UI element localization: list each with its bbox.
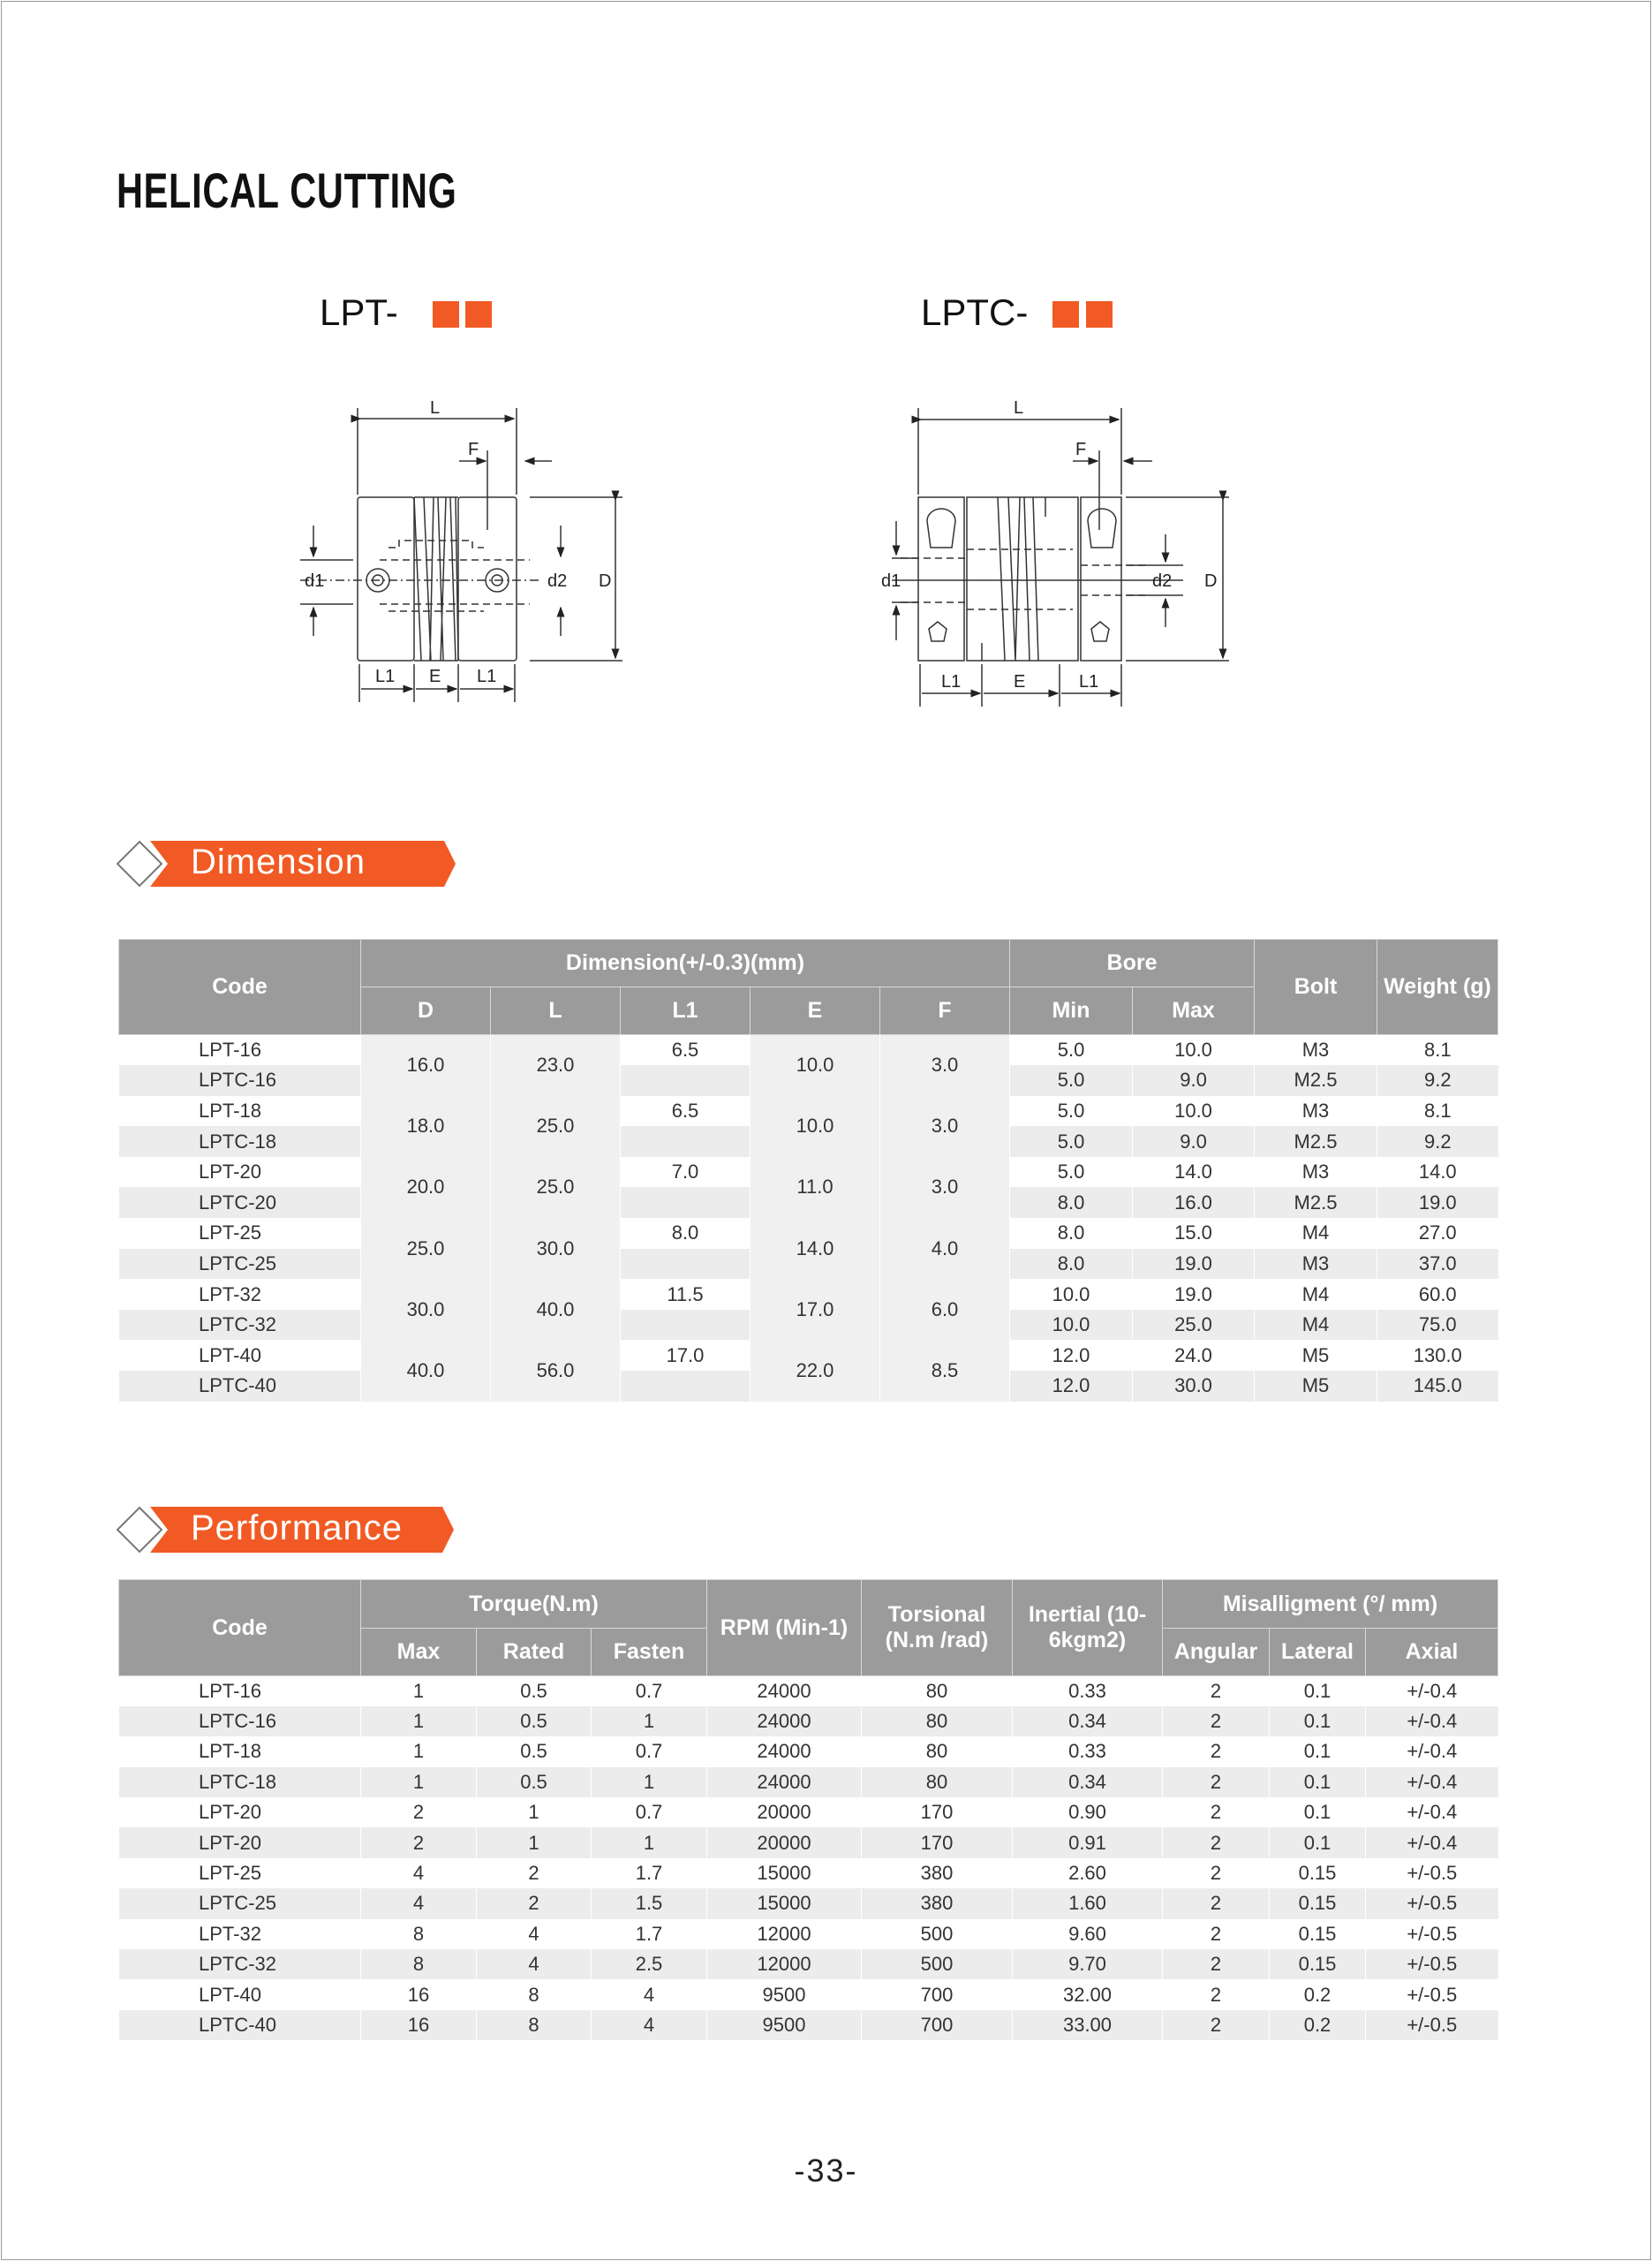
cell-bolt: M2.5 xyxy=(1255,1065,1377,1096)
table-row xyxy=(119,1888,1498,1918)
cell-lateral: 0.1 xyxy=(1270,1676,1366,1706)
cell-weight: 8.1 xyxy=(1377,1096,1498,1127)
diagram-label: F xyxy=(468,440,479,459)
cell-rpm: 12000 xyxy=(707,1949,862,1979)
col-header-max: Max xyxy=(361,1629,477,1676)
table-row xyxy=(119,1676,1498,1706)
coupling-diagrams xyxy=(0,0,1652,795)
col-header-bore: Bore xyxy=(1010,940,1255,987)
cell-code: LPT-16 xyxy=(119,1035,361,1066)
cell-code: LPT-18 xyxy=(119,1096,361,1127)
cell-f: 3.0 xyxy=(880,1096,1010,1157)
cell-torque-max: 2 xyxy=(361,1797,477,1827)
diagram-label: d2 xyxy=(547,571,568,591)
diagram-label: L1 xyxy=(477,667,497,686)
cell-bore-max: 9.0 xyxy=(1133,1065,1255,1096)
col-header-code: Code xyxy=(119,940,361,1035)
cell-angular: 2 xyxy=(1163,1797,1270,1827)
cell-axial: +/-0.4 xyxy=(1366,1767,1498,1797)
cell-bore-max: 10.0 xyxy=(1133,1096,1255,1127)
col-header-fasten: Fasten xyxy=(592,1629,707,1676)
cell-axial: +/-0.5 xyxy=(1366,1949,1498,1979)
cell-l1: 17.0 xyxy=(621,1340,751,1371)
cell-l1-empty xyxy=(621,1371,751,1402)
table-row xyxy=(119,1279,1498,1310)
cell-l: 25.0 xyxy=(491,1157,621,1218)
cell-inertial: 32.00 xyxy=(1013,1979,1163,2009)
cell-torque-fasten: 0.7 xyxy=(592,1736,707,1766)
cell-inertial: 0.33 xyxy=(1013,1736,1163,1766)
col-header-d: D xyxy=(361,987,491,1035)
cell-rpm: 24000 xyxy=(707,1706,862,1736)
cell-torque-fasten: 1.7 xyxy=(592,1919,707,1949)
cell-bore-max: 24.0 xyxy=(1133,1340,1255,1371)
cell-axial: +/-0.4 xyxy=(1366,1736,1498,1766)
cell-bore-max: 9.0 xyxy=(1133,1126,1255,1157)
col-header-inertial: Inertial (10-6kgm2) xyxy=(1013,1580,1163,1676)
cell-code: LPTC-32 xyxy=(119,1310,361,1341)
cell-rpm: 12000 xyxy=(707,1919,862,1949)
cell-code: LPTC-40 xyxy=(119,2010,361,2040)
cell-lateral: 0.1 xyxy=(1270,1706,1366,1736)
table-row xyxy=(119,1096,1498,1127)
cell-weight: 19.0 xyxy=(1377,1187,1498,1218)
cell-l1: 6.5 xyxy=(621,1035,751,1066)
table-row xyxy=(119,1218,1498,1249)
col-header-e: E xyxy=(751,987,880,1035)
diagram-label: L xyxy=(1014,398,1024,418)
cell-l1: 7.0 xyxy=(621,1157,751,1188)
cell-inertial: 0.34 xyxy=(1013,1767,1163,1797)
dimension-banner xyxy=(113,839,457,889)
dimension-table xyxy=(118,939,1498,1402)
cell-bore-min: 12.0 xyxy=(1010,1371,1133,1402)
col-header-max: Max xyxy=(1133,987,1255,1035)
cell-bore-min: 8.0 xyxy=(1010,1249,1133,1280)
cell-torque-max: 4 xyxy=(361,1888,477,1918)
cell-bore-min: 10.0 xyxy=(1010,1279,1133,1310)
cell-bore-max: 16.0 xyxy=(1133,1187,1255,1218)
cell-torsional: 700 xyxy=(862,1979,1013,2009)
cell-e: 11.0 xyxy=(751,1157,880,1218)
cell-torque-max: 1 xyxy=(361,1736,477,1766)
cell-d: 20.0 xyxy=(361,1157,491,1218)
diagram-label: d2 xyxy=(1152,571,1173,591)
cell-torque-max: 8 xyxy=(361,1919,477,1949)
cell-torsional: 380 xyxy=(862,1858,1013,1888)
cell-rpm: 20000 xyxy=(707,1797,862,1827)
cell-bore-max: 14.0 xyxy=(1133,1157,1255,1188)
diagram-label: L1 xyxy=(1079,672,1099,692)
cell-lateral: 0.2 xyxy=(1270,1979,1366,2009)
cell-l: 40.0 xyxy=(491,1279,621,1340)
cell-bore-max: 25.0 xyxy=(1133,1310,1255,1341)
cell-bolt: M3 xyxy=(1255,1035,1377,1066)
lpt-diagram xyxy=(300,408,622,702)
col-header-f: F xyxy=(880,987,1010,1035)
cell-torque-max: 1 xyxy=(361,1706,477,1736)
cell-code: LPTC-18 xyxy=(119,1126,361,1157)
cell-bolt: M3 xyxy=(1255,1157,1377,1188)
cell-code: LPT-40 xyxy=(119,1979,361,2009)
cell-code: LPTC-20 xyxy=(119,1187,361,1218)
cell-torsional: 500 xyxy=(862,1949,1013,1979)
cell-torque-fasten: 1.5 xyxy=(592,1888,707,1918)
col-header-angular: Angular xyxy=(1163,1629,1270,1676)
model-label-lpt: LPT- xyxy=(320,291,398,333)
col-header-bolt: Bolt xyxy=(1255,940,1377,1035)
cell-angular: 2 xyxy=(1163,1706,1270,1736)
cell-torque-fasten: 1 xyxy=(592,1827,707,1857)
cell-bolt: M2.5 xyxy=(1255,1126,1377,1157)
col-header-rpm: RPM (Min-1) xyxy=(707,1580,862,1676)
table-row xyxy=(119,1035,1498,1066)
cell-l1: 6.5 xyxy=(621,1096,751,1127)
cell-torsional: 700 xyxy=(862,2010,1013,2040)
cell-rpm: 15000 xyxy=(707,1858,862,1888)
col-header-weight: Weight (g) xyxy=(1377,940,1498,1035)
cell-torque-max: 4 xyxy=(361,1858,477,1888)
cell-bore-min: 12.0 xyxy=(1010,1340,1133,1371)
cell-bore-min: 5.0 xyxy=(1010,1065,1133,1096)
cell-code: LPT-20 xyxy=(119,1797,361,1827)
cell-f: 3.0 xyxy=(880,1157,1010,1218)
cell-code: LPTC-32 xyxy=(119,1949,361,1979)
col-header-torque: Torque(N.m) xyxy=(361,1580,707,1629)
cell-code: LPT-20 xyxy=(119,1157,361,1188)
cell-torsional: 80 xyxy=(862,1706,1013,1736)
cell-torque-rated: 8 xyxy=(477,2010,592,2040)
cell-angular: 2 xyxy=(1163,1919,1270,1949)
cell-inertial: 9.60 xyxy=(1013,1919,1163,1949)
cell-l: 25.0 xyxy=(491,1096,621,1157)
cell-torque-rated: 4 xyxy=(477,1949,592,1979)
cell-torque-rated: 4 xyxy=(477,1919,592,1949)
table-row xyxy=(119,1919,1498,1949)
cell-f: 6.0 xyxy=(880,1279,1010,1340)
cell-bore-max: 10.0 xyxy=(1133,1035,1255,1066)
cell-inertial: 33.00 xyxy=(1013,2010,1163,2040)
cell-l1-empty xyxy=(621,1310,751,1341)
page-title: HELICAL CUTTING xyxy=(117,163,457,218)
cell-torsional: 80 xyxy=(862,1767,1013,1797)
cell-torque-fasten: 2.5 xyxy=(592,1949,707,1979)
cell-d: 25.0 xyxy=(361,1218,491,1279)
cell-torque-max: 8 xyxy=(361,1949,477,1979)
cell-l1: 11.5 xyxy=(621,1279,751,1310)
diagram-label: D xyxy=(599,571,612,591)
col-header-lateral: Lateral xyxy=(1270,1629,1366,1676)
cell-bore-max: 30.0 xyxy=(1133,1371,1255,1402)
cell-d: 16.0 xyxy=(361,1035,491,1096)
cell-rpm: 15000 xyxy=(707,1888,862,1918)
cell-angular: 2 xyxy=(1163,1767,1270,1797)
cell-rpm: 9500 xyxy=(707,1979,862,2009)
cell-angular: 2 xyxy=(1163,1827,1270,1857)
cell-torque-fasten: 1.7 xyxy=(592,1858,707,1888)
cell-d: 40.0 xyxy=(361,1340,491,1401)
cell-weight: 60.0 xyxy=(1377,1279,1498,1310)
cell-torque-fasten: 1 xyxy=(592,1706,707,1736)
table-row xyxy=(119,1979,1498,2009)
table-row xyxy=(119,1797,1498,1827)
cell-angular: 2 xyxy=(1163,1979,1270,2009)
table-row xyxy=(119,2010,1498,2040)
cell-bore-min: 5.0 xyxy=(1010,1096,1133,1127)
cell-axial: +/-0.5 xyxy=(1366,1979,1498,2009)
cell-angular: 2 xyxy=(1163,1858,1270,1888)
cell-inertial: 0.90 xyxy=(1013,1797,1163,1827)
cell-bolt: M4 xyxy=(1255,1279,1377,1310)
cell-lateral: 0.15 xyxy=(1270,1919,1366,1949)
lptc-diagram xyxy=(892,408,1229,707)
cell-inertial: 0.34 xyxy=(1013,1706,1163,1736)
col-header-torsional: Torsional (N.m /rad) xyxy=(862,1580,1013,1676)
cell-torque-max: 1 xyxy=(361,1767,477,1797)
cell-axial: +/-0.5 xyxy=(1366,1858,1498,1888)
cell-bore-min: 5.0 xyxy=(1010,1157,1133,1188)
cell-l: 56.0 xyxy=(491,1340,621,1401)
cell-weight: 14.0 xyxy=(1377,1157,1498,1188)
table-row xyxy=(119,1858,1498,1888)
cell-weight: 75.0 xyxy=(1377,1310,1498,1341)
table-row xyxy=(119,1827,1498,1857)
cell-torsional: 170 xyxy=(862,1827,1013,1857)
cell-torque-rated: 2 xyxy=(477,1888,592,1918)
cell-torque-fasten: 4 xyxy=(592,1979,707,2009)
cell-bolt: M5 xyxy=(1255,1340,1377,1371)
cell-rpm: 24000 xyxy=(707,1736,862,1766)
cell-f: 4.0 xyxy=(880,1218,1010,1279)
cell-torque-rated: 1 xyxy=(477,1797,592,1827)
cell-torque-max: 16 xyxy=(361,1979,477,2009)
cell-bolt: M3 xyxy=(1255,1096,1377,1127)
model-label-lptc: LPTC- xyxy=(921,291,1029,333)
table-row xyxy=(119,1706,1498,1736)
cell-torque-max: 1 xyxy=(361,1676,477,1706)
cell-code: LPTC-25 xyxy=(119,1888,361,1918)
cell-l1: 8.0 xyxy=(621,1218,751,1249)
cell-lateral: 0.15 xyxy=(1270,1949,1366,1979)
table-row xyxy=(119,1157,1498,1188)
cell-axial: +/-0.4 xyxy=(1366,1797,1498,1827)
col-header-min: Min xyxy=(1010,987,1133,1035)
cell-axial: +/-0.4 xyxy=(1366,1706,1498,1736)
section-title: Dimension xyxy=(191,843,366,881)
cell-axial: +/-0.4 xyxy=(1366,1827,1498,1857)
cell-lateral: 0.1 xyxy=(1270,1827,1366,1857)
cell-weight: 130.0 xyxy=(1377,1340,1498,1371)
cell-torque-max: 16 xyxy=(361,2010,477,2040)
cell-bolt: M3 xyxy=(1255,1249,1377,1280)
col-header-l1: L1 xyxy=(621,987,751,1035)
cell-torsional: 380 xyxy=(862,1888,1013,1918)
cell-code: LPT-32 xyxy=(119,1919,361,1949)
cell-e: 10.0 xyxy=(751,1096,880,1157)
cell-weight: 9.2 xyxy=(1377,1065,1498,1096)
performance-banner xyxy=(113,1505,466,1554)
cell-lateral: 0.2 xyxy=(1270,2010,1366,2040)
cell-bore-max: 15.0 xyxy=(1133,1218,1255,1249)
diagram-label: E xyxy=(429,667,441,686)
cell-lateral: 0.15 xyxy=(1270,1888,1366,1918)
performance-table xyxy=(118,1579,1498,2040)
page-number: -33- xyxy=(794,2152,858,2189)
cell-e: 22.0 xyxy=(751,1340,880,1401)
diagram-label: L xyxy=(430,398,441,418)
cell-torque-fasten: 0.7 xyxy=(592,1797,707,1827)
cell-weight: 37.0 xyxy=(1377,1249,1498,1280)
col-header-misalignment: Misalligment (°/ mm) xyxy=(1163,1580,1498,1629)
cell-e: 17.0 xyxy=(751,1279,880,1340)
cell-f: 8.5 xyxy=(880,1340,1010,1401)
diagram-label: L1 xyxy=(375,667,396,686)
cell-angular: 2 xyxy=(1163,1676,1270,1706)
cell-l: 23.0 xyxy=(491,1035,621,1096)
diagram-label: d1 xyxy=(881,571,901,591)
table-row xyxy=(119,1767,1498,1797)
cell-rpm: 9500 xyxy=(707,2010,862,2040)
col-header-rated: Rated xyxy=(477,1629,592,1676)
cell-rpm: 24000 xyxy=(707,1767,862,1797)
cell-weight: 8.1 xyxy=(1377,1035,1498,1066)
cell-torsional: 500 xyxy=(862,1919,1013,1949)
cell-e: 14.0 xyxy=(751,1218,880,1279)
cell-code: LPTC-16 xyxy=(119,1065,361,1096)
table-row xyxy=(119,1340,1498,1371)
col-header-code: Code xyxy=(119,1580,361,1676)
cell-code: LPT-18 xyxy=(119,1736,361,1766)
cell-bore-min: 5.0 xyxy=(1010,1035,1133,1066)
cell-code: LPT-16 xyxy=(119,1676,361,1706)
cell-code: LPTC-25 xyxy=(119,1249,361,1280)
cell-bore-min: 5.0 xyxy=(1010,1126,1133,1157)
cell-bore-max: 19.0 xyxy=(1133,1279,1255,1310)
cell-bolt: M2.5 xyxy=(1255,1187,1377,1218)
cell-torque-rated: 0.5 xyxy=(477,1736,592,1766)
diamond-icon xyxy=(117,1508,162,1552)
cell-torque-fasten: 4 xyxy=(592,2010,707,2040)
cell-weight: 9.2 xyxy=(1377,1126,1498,1157)
cell-angular: 2 xyxy=(1163,1949,1270,1979)
cell-l1-empty xyxy=(621,1187,751,1218)
diagram-label: E xyxy=(1014,672,1026,692)
cell-l1-empty xyxy=(621,1249,751,1280)
cell-bore-min: 8.0 xyxy=(1010,1187,1133,1218)
cell-l1-empty xyxy=(621,1126,751,1157)
cell-lateral: 0.1 xyxy=(1270,1797,1366,1827)
diagram-label: F xyxy=(1075,440,1087,459)
cell-axial: +/-0.5 xyxy=(1366,1919,1498,1949)
cell-inertial: 9.70 xyxy=(1013,1949,1163,1979)
section-title: Performance xyxy=(191,1509,403,1547)
cell-d: 30.0 xyxy=(361,1279,491,1340)
cell-code: LPTC-40 xyxy=(119,1371,361,1402)
cell-bore-min: 8.0 xyxy=(1010,1218,1133,1249)
cell-d: 18.0 xyxy=(361,1096,491,1157)
cell-torsional: 80 xyxy=(862,1676,1013,1706)
col-header-dimension: Dimension(+/-0.3)(mm) xyxy=(361,940,1010,987)
cell-inertial: 1.60 xyxy=(1013,1888,1163,1918)
cell-bolt: M5 xyxy=(1255,1371,1377,1402)
cell-inertial: 0.91 xyxy=(1013,1827,1163,1857)
table-row xyxy=(119,1949,1498,1979)
cell-angular: 2 xyxy=(1163,2010,1270,2040)
cell-bore-max: 19.0 xyxy=(1133,1249,1255,1280)
diagram-label: L1 xyxy=(941,672,962,692)
cell-torque-rated: 8 xyxy=(477,1979,592,2009)
cell-torsional: 80 xyxy=(862,1736,1013,1766)
cell-angular: 2 xyxy=(1163,1736,1270,1766)
cell-torque-rated: 0.5 xyxy=(477,1706,592,1736)
cell-torsional: 170 xyxy=(862,1797,1013,1827)
cell-weight: 27.0 xyxy=(1377,1218,1498,1249)
cell-bolt: M4 xyxy=(1255,1310,1377,1341)
cell-torque-fasten: 1 xyxy=(592,1767,707,1797)
col-header-l: L xyxy=(491,987,621,1035)
cell-code: LPT-20 xyxy=(119,1827,361,1857)
cell-torque-rated: 0.5 xyxy=(477,1676,592,1706)
cell-lateral: 0.15 xyxy=(1270,1858,1366,1888)
diagram-label: D xyxy=(1204,571,1218,591)
cell-l1-empty xyxy=(621,1065,751,1096)
cell-inertial: 0.33 xyxy=(1013,1676,1163,1706)
diagram-label: d1 xyxy=(305,571,325,591)
col-header-axial: Axial xyxy=(1366,1629,1498,1676)
cell-bore-min: 10.0 xyxy=(1010,1310,1133,1341)
cell-code: LPT-40 xyxy=(119,1340,361,1371)
cell-lateral: 0.1 xyxy=(1270,1736,1366,1766)
cell-e: 10.0 xyxy=(751,1035,880,1096)
cell-torque-fasten: 0.7 xyxy=(592,1676,707,1706)
cell-torque-rated: 1 xyxy=(477,1827,592,1857)
cell-l: 30.0 xyxy=(491,1218,621,1279)
cell-code: LPTC-16 xyxy=(119,1706,361,1736)
cell-inertial: 2.60 xyxy=(1013,1858,1163,1888)
cell-code: LPT-32 xyxy=(119,1279,361,1310)
cell-code: LPT-25 xyxy=(119,1858,361,1888)
cell-axial: +/-0.4 xyxy=(1366,1676,1498,1706)
cell-torque-rated: 2 xyxy=(477,1858,592,1888)
cell-axial: +/-0.5 xyxy=(1366,2010,1498,2040)
table-row xyxy=(119,1736,1498,1766)
cell-axial: +/-0.5 xyxy=(1366,1888,1498,1918)
cell-f: 3.0 xyxy=(880,1035,1010,1096)
cell-angular: 2 xyxy=(1163,1888,1270,1918)
diamond-icon xyxy=(117,842,162,886)
cell-torque-max: 2 xyxy=(361,1827,477,1857)
cell-lateral: 0.1 xyxy=(1270,1767,1366,1797)
cell-bolt: M4 xyxy=(1255,1218,1377,1249)
cell-rpm: 24000 xyxy=(707,1676,862,1706)
cell-code: LPTC-18 xyxy=(119,1767,361,1797)
cell-code: LPT-25 xyxy=(119,1218,361,1249)
cell-weight: 145.0 xyxy=(1377,1371,1498,1402)
cell-rpm: 20000 xyxy=(707,1827,862,1857)
cell-torque-rated: 0.5 xyxy=(477,1767,592,1797)
